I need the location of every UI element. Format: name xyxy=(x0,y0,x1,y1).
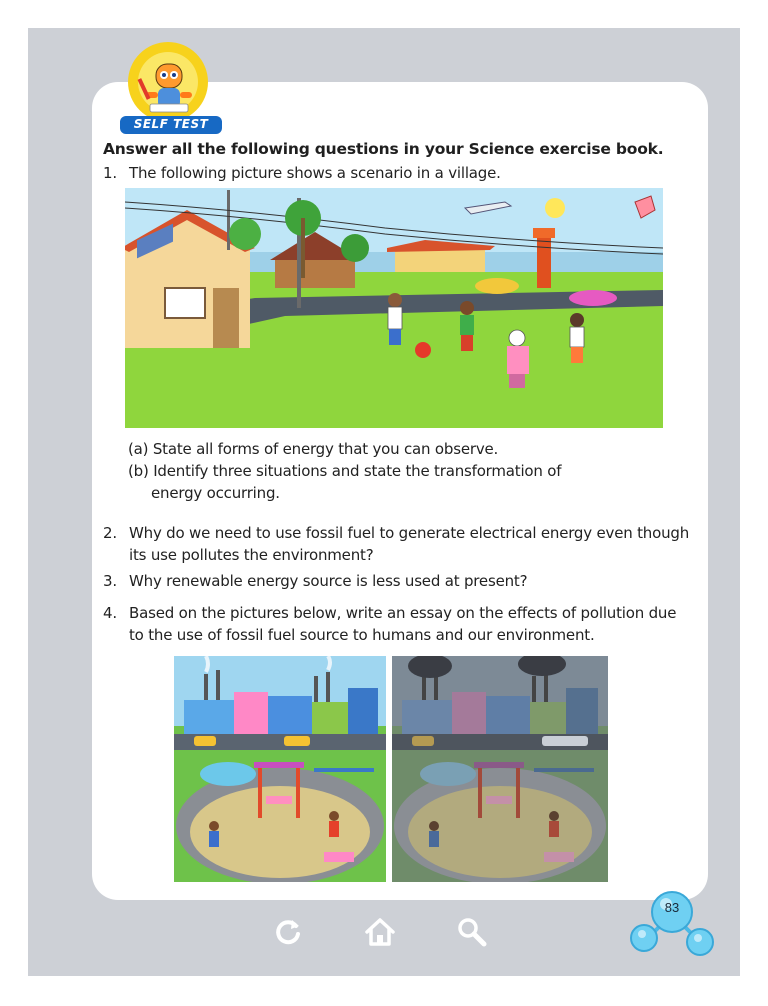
rotate-icon[interactable] xyxy=(270,914,306,950)
instruction-text: Answer all the following questions in your Science exercise book. xyxy=(103,140,664,158)
sub-question-b-continuation: energy occurring. xyxy=(151,484,280,502)
search-icon[interactable] xyxy=(454,914,490,950)
question-text: Why do we need to use fossil fuel to generate electrical energy even though its use pollutes the environment? xyxy=(129,524,690,564)
page-number-badge xyxy=(622,888,722,958)
question-number: 2. xyxy=(103,524,117,542)
question-1 xyxy=(103,162,703,184)
self-test-badge-label: SELF TEST xyxy=(133,117,209,131)
village-scene-image xyxy=(125,188,663,428)
page-number: 83 xyxy=(664,900,680,915)
question-text: The following picture shows a scenario in a village. xyxy=(129,164,501,182)
question-text: Based on the pictures below, write an essay on the effects of pollution due to the use of fossil fuel source to humans and our environment. xyxy=(129,604,677,644)
clean-environment-image xyxy=(174,656,386,882)
question-number: 1. xyxy=(103,164,117,182)
sub-question-b: (b) Identify three situations and state the transformation of xyxy=(128,462,562,480)
question-3 xyxy=(103,570,693,592)
bottom-navigation xyxy=(258,908,508,958)
question-2 xyxy=(103,522,693,566)
self-test-mascot xyxy=(112,42,228,138)
sub-question-a: (a) State all forms of energy that you can observe. xyxy=(128,440,499,458)
polluted-environment-image xyxy=(392,656,608,882)
question-4 xyxy=(103,602,693,646)
home-icon[interactable] xyxy=(362,914,398,950)
question-number: 4. xyxy=(103,604,117,622)
question-number: 3. xyxy=(103,572,117,590)
question-text: Why renewable energy source is less used at present? xyxy=(129,572,528,590)
